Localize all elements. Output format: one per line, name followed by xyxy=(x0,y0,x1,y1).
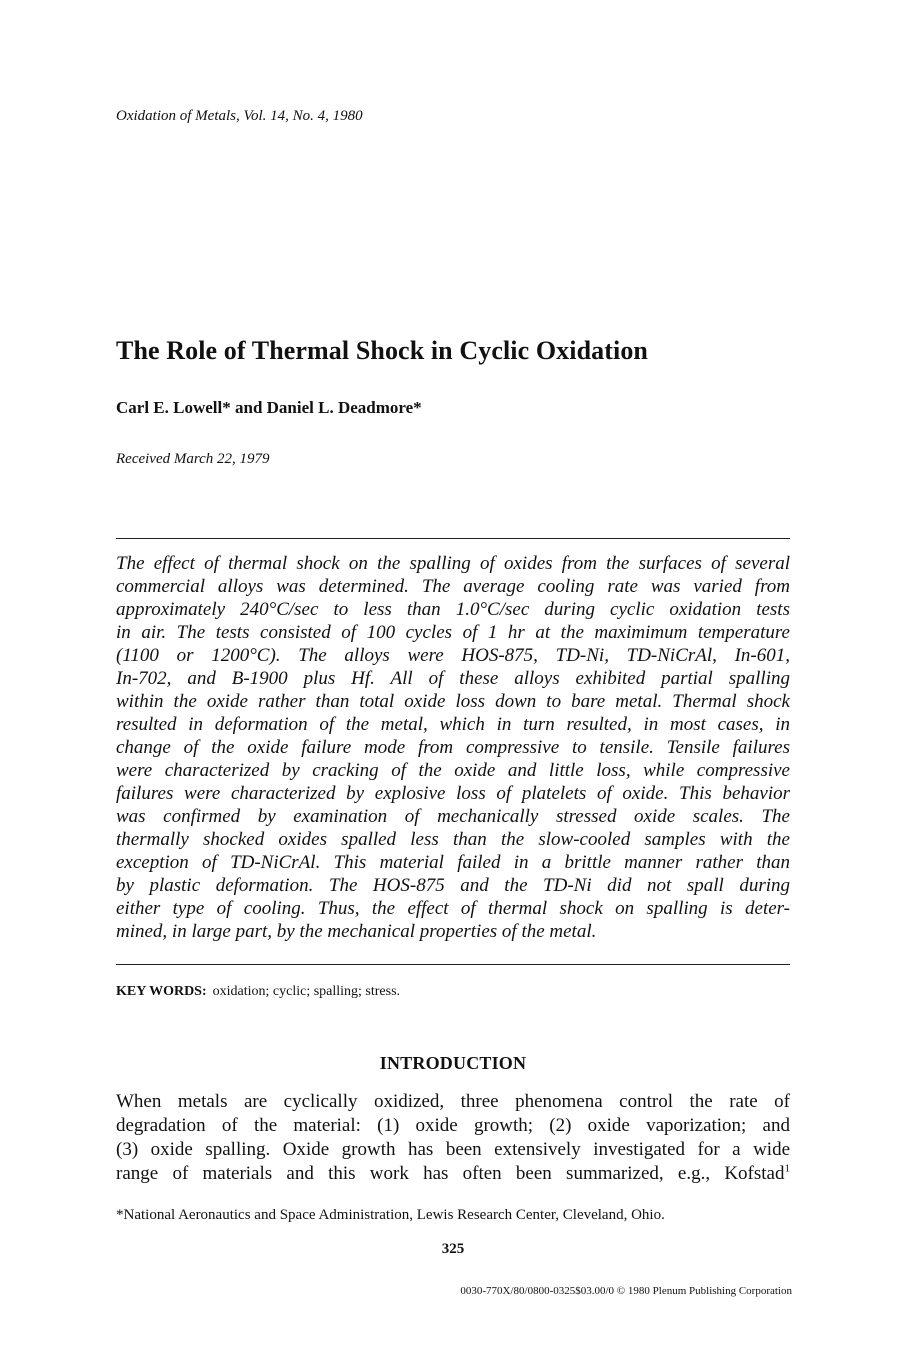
received-date: Received March 22, 1979 xyxy=(116,451,270,467)
abstract xyxy=(116,552,790,943)
abstract-line: failures were characterized by explosive loss of platelets of oxide. This behavior xyxy=(116,783,790,804)
keywords-text: oxidation; cyclic; spalling; stress. xyxy=(212,984,401,999)
introduction-line: When metals are cyclically oxidized, three phenomena control the rate of xyxy=(116,1091,790,1112)
introduction-line: degradation of the material: (1) oxide growth; (2) oxide vaporization; and xyxy=(116,1115,790,1136)
abstract-line: change of the oxide failure mode from compressive to tensile. Tensile failures xyxy=(116,737,790,758)
keywords-label: KEY WORDS: xyxy=(116,984,207,999)
introduction-line xyxy=(116,1162,790,1186)
abstract-bottom-rule xyxy=(116,964,790,965)
page-number: 325 xyxy=(441,1241,465,1257)
introduction-heading: INTRODUCTION xyxy=(379,1053,527,1073)
author-affiliation-footnote: *National Aeronautics and Space Administration, Lewis Research Center, Cleveland, Ohio. xyxy=(116,1207,665,1223)
journal-citation: Oxidation of Metals, Vol. 14, No. 4, 1980 xyxy=(116,108,363,124)
article-authors: Carl E. Lowell* and Daniel L. Deadmore* xyxy=(116,398,422,417)
abstract-line: resulted in deformation of the metal, which in turn resulted, in most cases, in xyxy=(116,714,790,735)
abstract-line: approximately 240°C/sec to less than 1.0°C/sec during cyclic oxidation tests xyxy=(116,599,790,620)
keywords xyxy=(116,984,400,1000)
introduction-line-text: range of materials and this work has often been summarized, e.g., Kofstad xyxy=(116,1163,785,1184)
abstract-line: The effect of thermal shock on the spalling of oxides from the surfaces of several xyxy=(116,553,790,574)
abstract-line: within the oxide rather than total oxide loss down to bare metal. Thermal shock xyxy=(116,691,790,712)
abstract-line: in air. The tests consisted of 100 cycles of 1 hr at the maximimum temperature xyxy=(116,622,790,643)
abstract-top-rule xyxy=(116,538,790,539)
reference-superscript: 1 xyxy=(784,1162,790,1175)
introduction-line: (3) oxide spalling. Oxide growth has been extensively investigated for a wide xyxy=(116,1139,790,1160)
abstract-line: were characterized by cracking of the oxide and little loss, while compressive xyxy=(116,760,790,781)
introduction-body xyxy=(116,1090,790,1186)
abstract-line: In-702, and B-1900 plus Hf. All of these alloys exhibited partial spalling xyxy=(116,668,790,689)
abstract-line: was confirmed by examination of mechanically stressed oxide scales. The xyxy=(116,806,790,827)
article-title: The Role of Thermal Shock in Cyclic Oxidation xyxy=(116,336,648,365)
abstract-line: either type of cooling. Thus, the effect of thermal shock on spalling is deter- xyxy=(116,898,790,919)
abstract-line: exception of TD-NiCrAl. This material failed in a brittle manner rather than xyxy=(116,852,790,873)
abstract-line: by plastic deformation. The HOS-875 and the TD-Ni did not spall during xyxy=(116,875,790,896)
abstract-line: commercial alloys was determined. The average cooling rate was varied from xyxy=(116,576,790,597)
abstract-line: (1100 or 1200°C). The alloys were HOS-875, TD-Ni, TD-NiCrAl, In-601, xyxy=(116,645,790,666)
abstract-line: mined, in large part, by the mechanical properties of the metal. xyxy=(116,921,597,942)
abstract-line: thermally shocked oxides spalled less than the slow-cooled samples with the xyxy=(116,829,790,850)
copyright-line: 0030-770X/80/0800-0325$03.00/0 © 1980 Plenum Publishing Corporation xyxy=(460,1285,792,1297)
